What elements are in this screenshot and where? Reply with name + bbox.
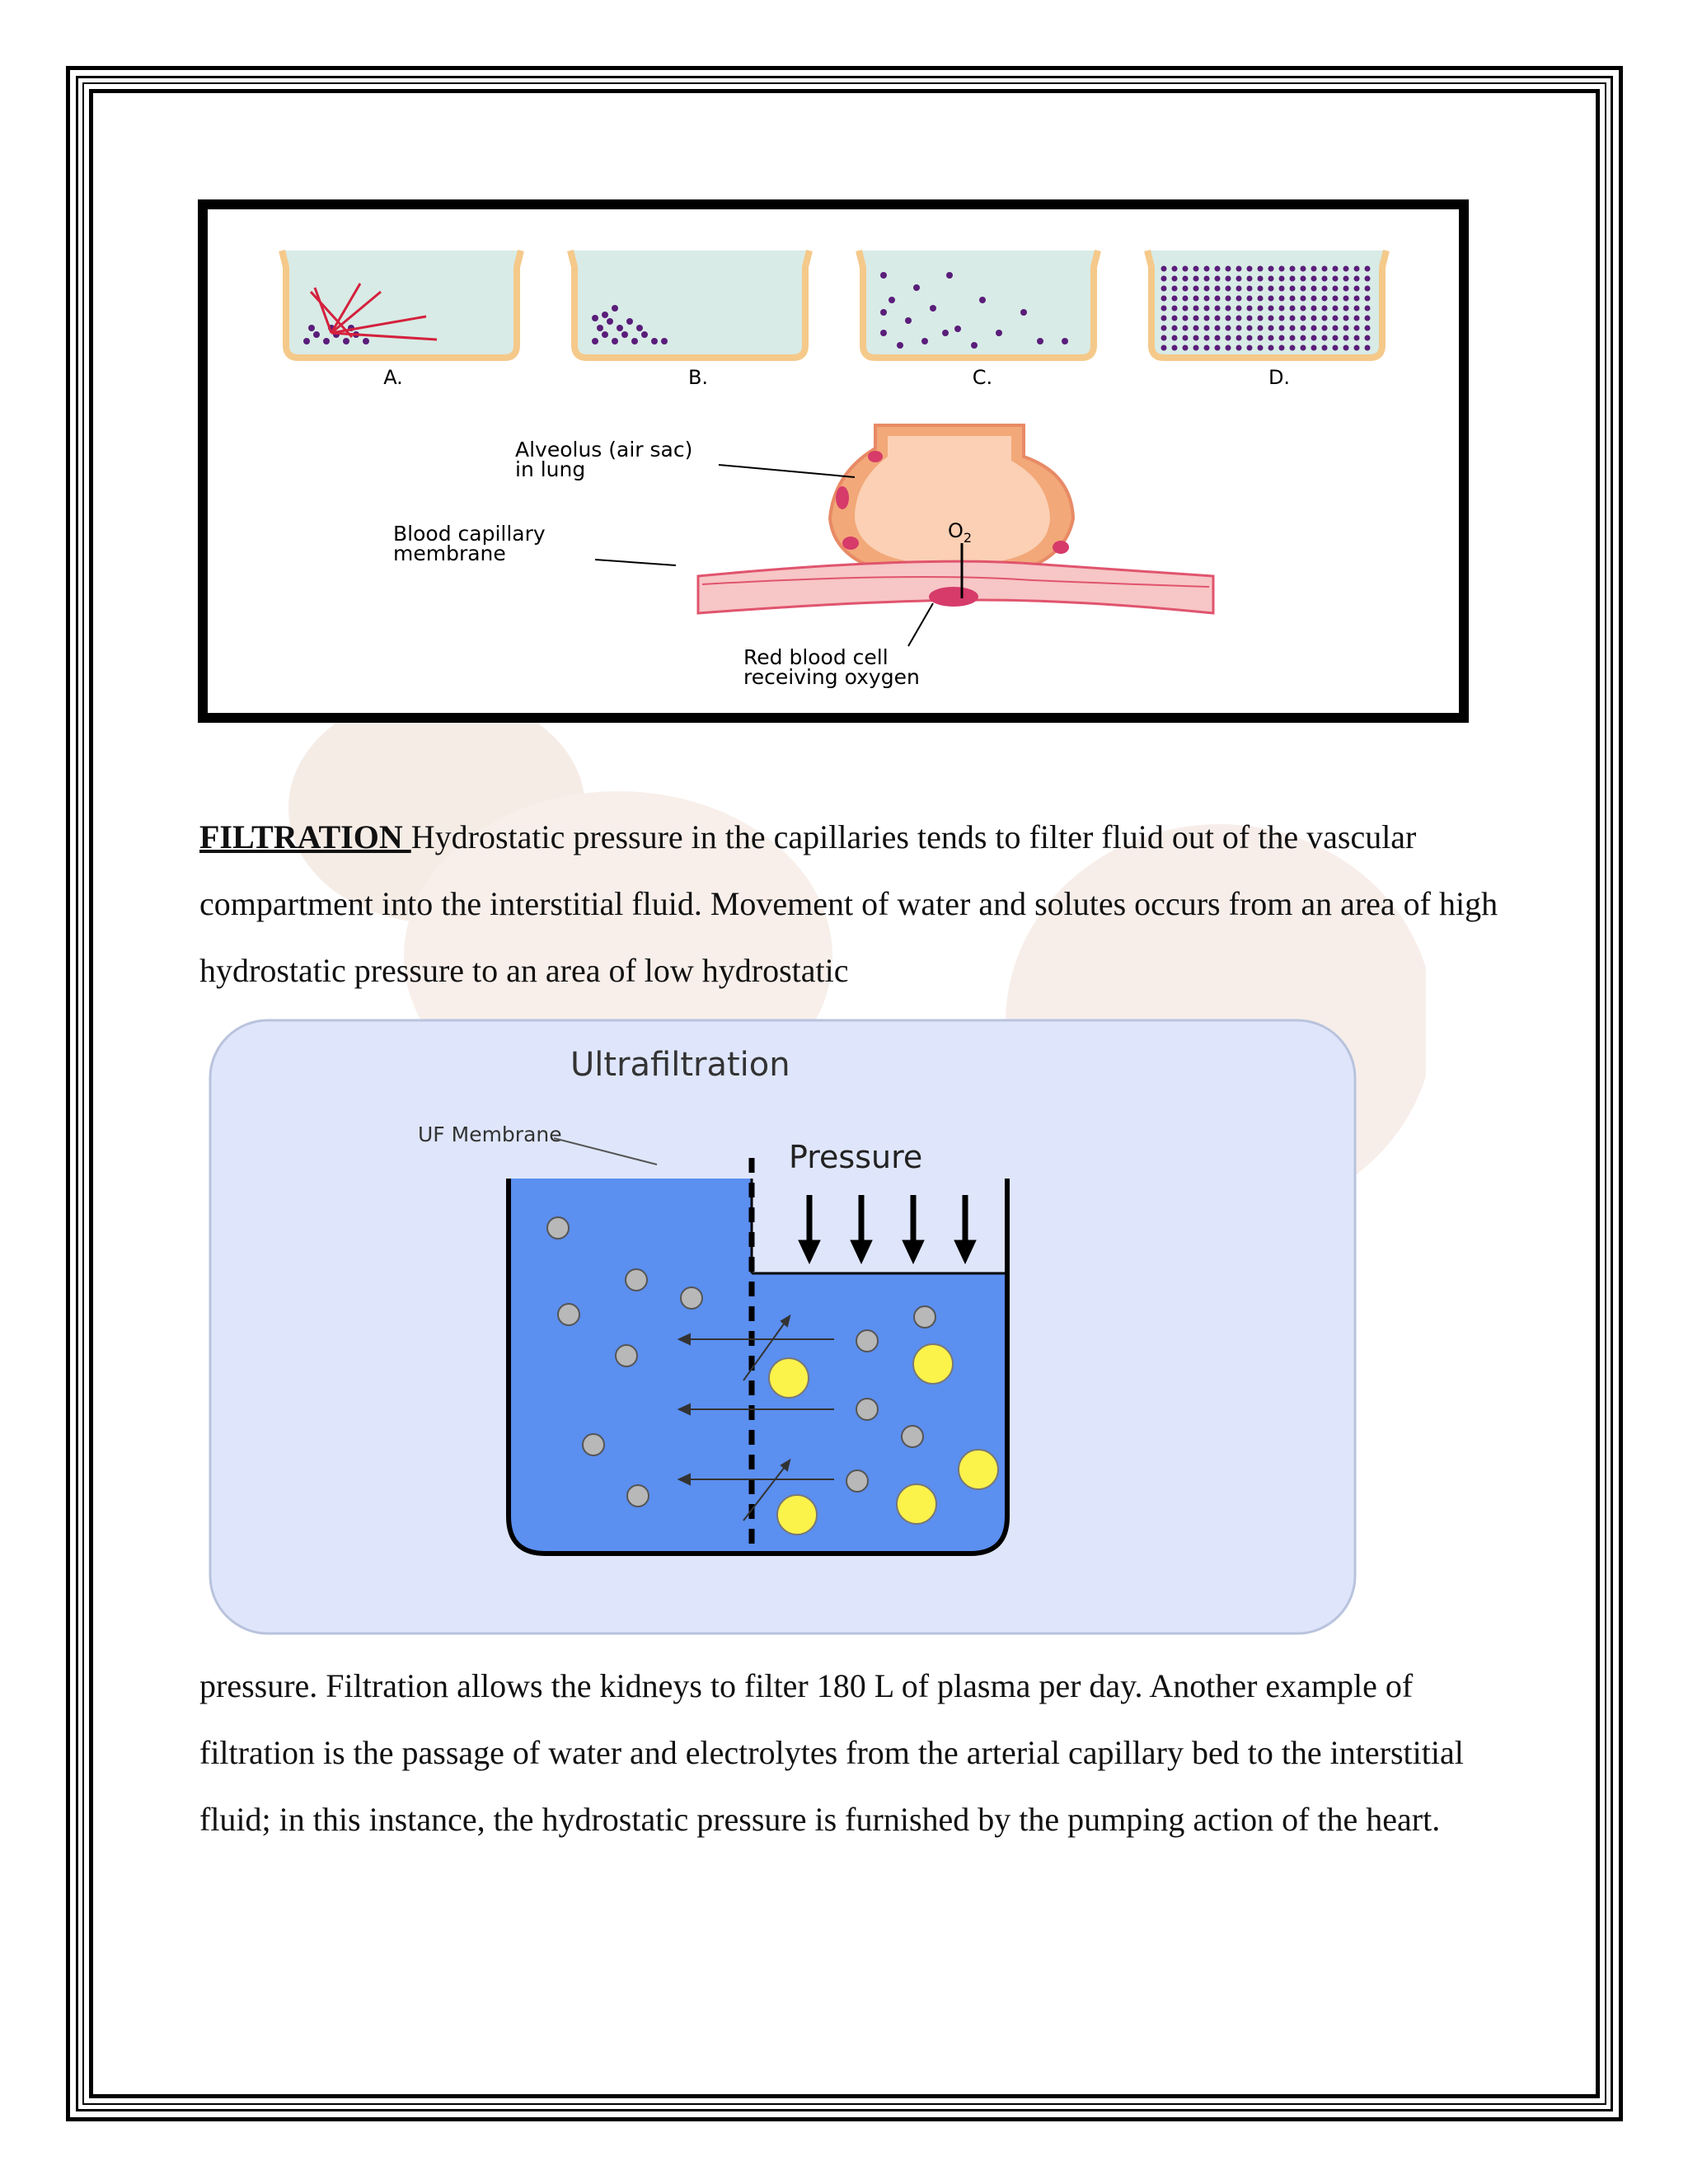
beaker-d-dot [1343,276,1349,282]
diffusion-figure [198,199,1469,723]
beaker-d-dot [1193,345,1199,351]
beaker-d-dot [1226,266,1231,272]
beaker-d-dot [1258,286,1264,292]
pressure-label: Pressure [789,1139,923,1175]
beaker-d-dot [1279,306,1285,312]
beaker-d-dot [1333,306,1339,312]
ultrafiltration-figure-svg [208,1018,1357,1636]
beaker-d-dot [1226,345,1231,351]
beaker-c [859,251,1098,358]
beaker-d-dot [1236,286,1242,292]
beaker-d-dot [1322,326,1328,331]
beaker-d-dot [1183,266,1189,272]
beaker-d-dot [1215,286,1221,292]
uf-membrane-label: UF Membrane [418,1122,562,1146]
beaker-d-dot [1183,286,1189,292]
beaker-d-dot [1290,276,1296,282]
panel-label-a: A. [383,366,403,389]
beaker-d-dot [1258,276,1264,282]
beaker-d-dot [1236,306,1242,312]
beaker-d-dot [1290,335,1296,341]
beaker-d-dot [1333,316,1339,321]
ultrafiltration-figure [208,1018,1357,1636]
beaker-d-dot [1183,316,1189,321]
beaker-d-dot [1193,266,1199,272]
beaker-d-dot [1204,296,1210,302]
beaker-d-dot [1258,316,1264,321]
beaker-d-dot [1290,306,1296,312]
beaker-d-dot [1290,326,1296,331]
beaker-d-dot [1365,345,1371,351]
beaker-d-dot [1215,306,1221,312]
beaker-d-dot [1172,345,1178,351]
beaker-d-dot [1333,286,1339,292]
beaker-d-dot [1247,296,1253,302]
beaker-d-dot [1322,296,1328,302]
beaker-d-dot [1365,286,1371,292]
beaker-d-dot [1279,326,1285,331]
beaker-d-dot [1247,345,1253,351]
beaker-d-dot [1183,306,1189,312]
beaker-d-dot [1193,296,1199,302]
beaker-d-dot [1365,306,1371,312]
beaker-d-dot [1365,335,1371,341]
beaker-d-dot [1354,316,1360,321]
beaker-d-dot [1258,326,1264,331]
beaker-d-dot [1301,296,1306,302]
beaker-d-dot [1247,306,1253,312]
beaker-d-dot [1161,286,1167,292]
panel-label-b: B. [687,366,709,389]
beaker-d-dot [1301,276,1306,282]
beaker-d-dot [1322,276,1328,282]
beaker-d-dot [1215,316,1221,321]
beaker-d-dot [1204,335,1210,341]
beaker-d-dot [1311,335,1317,341]
beaker-d-dot [1279,276,1285,282]
beaker-d-dot [1258,345,1264,351]
beaker-d-dot [1247,316,1253,321]
beaker-d-dot [1354,296,1360,302]
beaker-d-dot [1301,335,1306,341]
beaker-a [282,251,521,358]
beaker-d-dot [1258,266,1264,272]
beaker-d-dot [1290,286,1296,292]
beaker-d-dot [1172,326,1178,331]
beaker-d-dot [1161,306,1167,312]
beaker-d-dot [1322,306,1328,312]
beaker-d-dot [1226,286,1231,292]
beaker-d-dot [1343,306,1349,312]
beaker-d-dot [1290,266,1296,272]
beaker-d-dot [1161,316,1167,321]
beaker-d-dot [1311,276,1317,282]
beaker-d-dot [1290,316,1296,321]
beaker-d-dot [1279,316,1285,321]
beaker-d-dot [1268,296,1274,302]
beaker-d-dot [1226,316,1231,321]
filtration-text-2: pressure. Filtration allows the kidneys to filter 180 L of plasma per day. Another example of filtration is the passage of water and electrolytes from the arterial capillary bed to the interstitial fluid; in this instance, the hydrostatic pressure is furnished by the pumping action of the heart. [199,1667,1464,1838]
beaker-d-dot [1226,276,1231,282]
beaker-d-dot [1236,335,1242,341]
beaker-d-dot [1343,335,1349,341]
beaker-d-dot [1183,276,1189,282]
beaker-d-dot [1279,266,1285,272]
beaker-d-dot [1268,335,1274,341]
beaker-d-dot [1279,296,1285,302]
red-blood-cell [929,587,978,607]
beaker-d-dot [1258,306,1264,312]
beaker-d-dot [1301,306,1306,312]
beaker-d-dot [1343,326,1349,331]
beaker-d-dot [1301,266,1306,272]
beaker-d-dot [1204,266,1210,272]
beaker-d-dot [1193,306,1199,312]
beaker-d-dot [1354,326,1360,331]
beaker-d-dot [1204,286,1210,292]
beaker-d-dot [1183,296,1189,302]
filtration-paragraph-2 [199,1652,1502,1853]
beaker-d-dot [1172,266,1178,272]
beaker-d-dot [1279,345,1285,351]
beaker-d-dot [1268,326,1274,331]
beaker-d-dot [1301,326,1306,331]
beaker-d-dot [1322,286,1328,292]
beaker-d-dot [1268,266,1274,272]
beaker-d-dot [1301,316,1306,321]
beaker-d-dot [1247,335,1253,341]
beaker-d-dot [1236,296,1242,302]
oxygen-label: $O_2$ [948,519,973,546]
panel-label-d: D. [1268,366,1291,389]
beaker-d-dot [1354,286,1360,292]
beaker-d-dot [1183,335,1189,341]
beaker-d-dot [1172,296,1178,302]
beaker-d-dot [1172,276,1178,282]
beaker-d-dot [1343,286,1349,292]
beaker-d-dot [1236,326,1242,331]
beaker-d-dot [1161,326,1167,331]
beaker-d-dot [1343,266,1349,272]
beaker-d-dot [1311,286,1317,292]
beaker-d-dot [1268,306,1274,312]
beaker-d-dot [1268,345,1274,351]
beaker-d-dot [1172,306,1178,312]
beaker-d-dot [1290,296,1296,302]
capillary-label-line2: membrane [393,541,506,565]
beaker-d-dot [1322,335,1328,341]
beaker-d-dot [1161,335,1167,341]
beaker-d-dot [1215,266,1221,272]
beaker-d-dot [1268,316,1274,321]
beaker-d-dot [1322,345,1328,351]
beaker-d-dot [1354,335,1360,341]
beaker-d-dot [1365,266,1371,272]
beaker-d-dot [1343,316,1349,321]
beaker-d-dot [1193,326,1199,331]
beaker-d-dot [1301,345,1306,351]
beaker-d-dot [1204,326,1210,331]
beaker-d-dot [1268,286,1274,292]
beaker-d-dot [1333,335,1339,341]
beaker-d-dot [1172,286,1178,292]
beaker-d-dot [1279,286,1285,292]
beaker-d-dot [1204,276,1210,282]
beaker-d-dot [1311,266,1317,272]
alveolus-illustration [830,425,1073,583]
beaker-d-dot [1322,316,1328,321]
beaker-d-dot [1247,326,1253,331]
alveolus-label: Alveolus (air sac) [515,438,693,462]
beaker-d-dot [1333,266,1339,272]
beaker-d-dot [1226,306,1231,312]
beaker-d-dot [1204,345,1210,351]
beaker-d-dot [1333,276,1339,282]
beaker-d-dot [1311,306,1317,312]
beaker-d-dot [1311,316,1317,321]
beaker-d-dot [1311,296,1317,302]
alveolus-label-line2: in lung [515,457,586,481]
beaker-d-dot [1172,316,1178,321]
beaker-d-dot [1215,326,1221,331]
beaker-d-dot [1322,266,1328,272]
beaker-d-dot [1354,266,1360,272]
beaker-b [570,251,809,358]
beaker-d-dot [1161,296,1167,302]
rbc-label-line2: receiving oxygen [743,665,920,689]
beaker-d-dot [1301,286,1306,292]
beaker-d-dot [1183,345,1189,351]
beaker-d-dot [1311,326,1317,331]
beaker-d-dot [1365,326,1371,331]
beaker-d-dot [1215,276,1221,282]
beaker-d-dot [1247,276,1253,282]
beaker-d-dot [1333,296,1339,302]
panel-label-c: C. [972,366,993,389]
beaker-d-dot [1258,296,1264,302]
beaker-d-dot [1279,335,1285,341]
beaker-d-dot [1365,296,1371,302]
beaker-d-dot [1226,335,1231,341]
beaker-d-dot [1161,276,1167,282]
beaker-d-dot [1161,266,1167,272]
beaker-d-dot [1343,296,1349,302]
beaker-d-dot [1258,335,1264,341]
beaker-d-dot [1215,296,1221,302]
beaker-d-dot [1193,276,1199,282]
filtration-heading: FILTRATION [199,818,411,855]
beaker-d-dot [1247,286,1253,292]
beaker-d-dot [1172,335,1178,341]
beaker-d [1147,251,1386,358]
beaker-d-dot [1193,335,1199,341]
diffusion-figure-svg [208,209,1459,713]
beaker-d-dot [1236,276,1242,282]
beaker-d-dot [1354,345,1360,351]
beaker-d-dot [1290,345,1296,351]
beaker-d-dot [1204,306,1210,312]
beaker-d-dot [1215,345,1221,351]
filtration-paragraph-1 [199,804,1502,1004]
beaker-d-dot [1204,316,1210,321]
beaker-d-dot [1311,345,1317,351]
beaker-d-dot [1215,335,1221,341]
beaker-d-dot [1354,306,1360,312]
beaker-d-dot [1354,276,1360,282]
beaker-d-dot [1226,326,1231,331]
beaker-d-dot [1268,276,1274,282]
beaker-d-dot [1247,266,1253,272]
beaker-d-dot [1193,316,1199,321]
beaker-d-dot [1333,345,1339,351]
ultrafiltration-title: Ultrafiltration [570,1046,790,1084]
beaker-d-dot [1236,266,1242,272]
filtration-text-1: Hydrostatic pressure in the capillaries tends to filter fluid out of the vascular compartment into the interstitial fluid. Movement of water and solutes occurs from an area of high hydrostatic pressure to an area of low hydrostatic [199,818,1498,989]
capillary-illustration [698,561,1213,613]
beaker-d-dot [1333,326,1339,331]
beaker-d-dot [1365,316,1371,321]
beaker-d-dot [1343,345,1349,351]
beaker-d-dot [1236,345,1242,351]
beaker-d-dot [1193,286,1199,292]
rbc-label: Red blood cell [743,645,889,669]
beaker-d-dot [1226,296,1231,302]
capillary-label: Blood capillary [393,522,546,546]
beaker-d-dot [1236,316,1242,321]
beaker-d-dot [1183,326,1189,331]
beaker-d-dot [1161,345,1167,351]
beaker-d-dot [1365,276,1371,282]
